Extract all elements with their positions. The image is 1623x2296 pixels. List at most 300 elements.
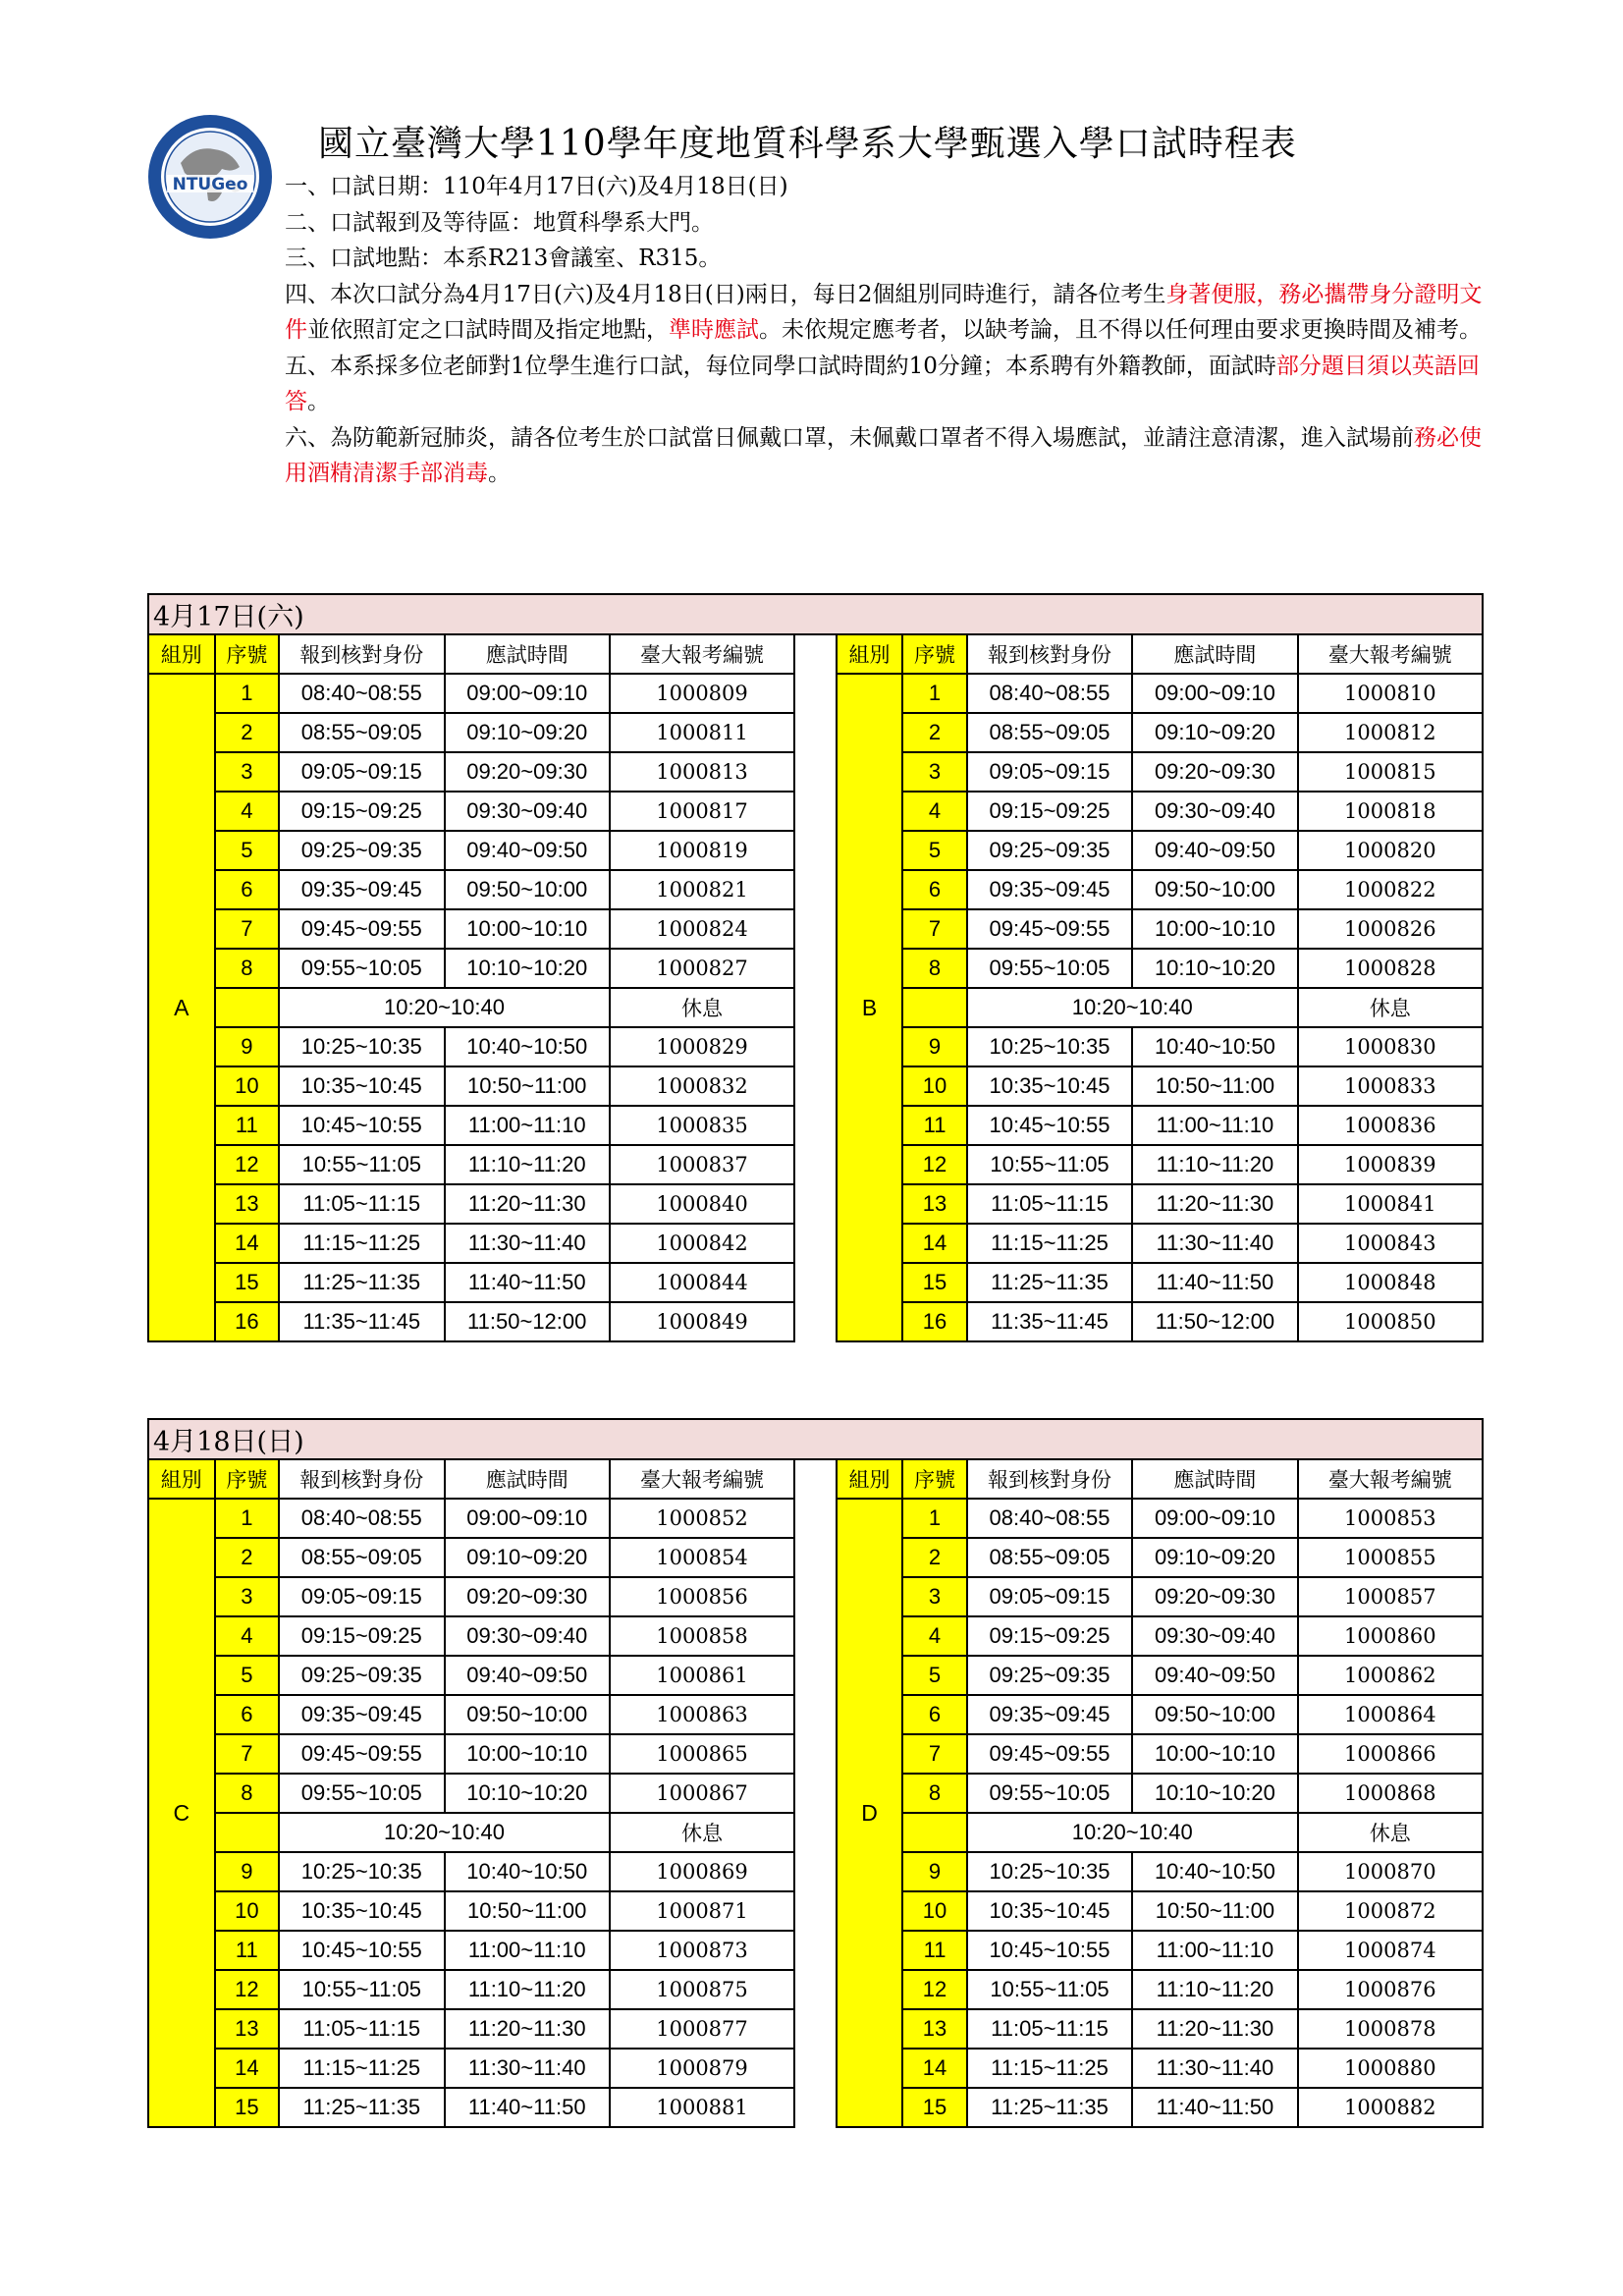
interview-time: 11:30~11:40 <box>445 1224 610 1263</box>
seq-number: 8 <box>902 949 967 988</box>
interview-time: 10:10~10:20 <box>1132 1774 1297 1813</box>
column-header: 報到核對身份 <box>279 1459 444 1499</box>
check-in-time: 08:40~08:55 <box>279 674 444 713</box>
column-header: 報到核對身份 <box>967 634 1132 674</box>
check-in-time: 09:15~09:25 <box>279 1616 444 1656</box>
column-header: 臺大報考編號 <box>1298 634 1483 674</box>
applicant-id: 1000830 <box>1298 1027 1483 1066</box>
interview-time: 09:40~09:50 <box>1132 831 1297 870</box>
seq-number: 11 <box>215 1106 280 1145</box>
notice-emphasis: 部分題目須以英語回答 <box>285 353 1480 414</box>
check-in-time: 09:35~09:45 <box>279 1695 444 1734</box>
column-header: 應試時間 <box>445 634 610 674</box>
notice-item <box>285 169 1488 205</box>
applicant-id: 1000877 <box>610 2009 794 2049</box>
check-in-time: 08:40~08:55 <box>967 1499 1132 1538</box>
applicant-id: 1000817 <box>610 792 794 831</box>
check-in-time: 11:05~11:15 <box>967 1184 1132 1224</box>
applicant-id: 1000879 <box>610 2049 794 2088</box>
seq-number: 15 <box>902 1263 967 1302</box>
check-in-time: 11:15~11:25 <box>967 1224 1132 1263</box>
notice-text: 並依照訂定之口試時間及指定地點， <box>307 317 669 343</box>
interview-time: 10:00~10:10 <box>1132 1734 1297 1774</box>
notice-emphasis: 務必使用酒精清潔手部消毒 <box>285 424 1482 486</box>
seq-number: 2 <box>902 1538 967 1577</box>
check-in-time: 11:15~11:25 <box>279 2049 444 2088</box>
interview-time: 11:20~11:30 <box>445 1184 610 1224</box>
applicant-id: 1000882 <box>1298 2088 1483 2127</box>
seq-number: 1 <box>902 674 967 713</box>
seq-number: 11 <box>902 1931 967 1970</box>
check-in-time: 09:15~09:25 <box>279 792 444 831</box>
check-in-time: 11:15~11:25 <box>967 2049 1132 2088</box>
interview-time: 09:00~09:10 <box>1132 1499 1297 1538</box>
column-header: 應試時間 <box>445 1459 610 1499</box>
notice-text: 三、口試地點：本系R213會議室、R315。 <box>285 246 722 271</box>
notice-text: 六、為防範新冠肺炎，請各位考生於口試當日佩戴口罩，未佩戴口罩者不得入場應試，並請注意清潔，進入試場前 <box>285 424 1414 451</box>
applicant-id: 1000855 <box>1298 1538 1483 1577</box>
interview-time: 09:10~09:20 <box>1132 1538 1297 1577</box>
interview-time: 09:10~09:20 <box>1132 713 1297 752</box>
check-in-time: 10:45~10:55 <box>279 1106 444 1145</box>
break-label: 休息 <box>610 988 794 1027</box>
seq-number: 10 <box>902 1066 967 1106</box>
break-time: 10:20~10:40 <box>279 988 610 1027</box>
break-seq <box>215 1813 280 1852</box>
notice-text: 一、口試日期：110年4月17日(六)及4月18日(日) <box>285 174 788 199</box>
interview-time: 11:30~11:40 <box>1132 1224 1297 1263</box>
seq-number: 15 <box>215 2088 280 2127</box>
column-header: 序號 <box>215 1459 280 1499</box>
column-header: 序號 <box>902 634 967 674</box>
check-in-time: 08:40~08:55 <box>967 674 1132 713</box>
interview-time: 11:10~11:20 <box>1132 1970 1297 2009</box>
interview-time: 09:50~10:00 <box>445 870 610 909</box>
applicant-id: 1000836 <box>1298 1106 1483 1145</box>
seq-number: 9 <box>902 1027 967 1066</box>
notice-list <box>285 169 1488 492</box>
check-in-time: 10:45~10:55 <box>279 1931 444 1970</box>
column-gap <box>794 1459 837 2127</box>
check-in-time: 11:25~11:35 <box>279 2088 444 2127</box>
column-header: 臺大報考編號 <box>610 1459 794 1499</box>
interview-time: 09:00~09:10 <box>1132 674 1297 713</box>
seq-number: 6 <box>902 1695 967 1734</box>
seq-number: 6 <box>902 870 967 909</box>
seq-number: 15 <box>902 2088 967 2127</box>
check-in-time: 11:05~11:15 <box>279 1184 444 1224</box>
check-in-time: 09:45~09:55 <box>279 909 444 949</box>
column-header: 序號 <box>902 1459 967 1499</box>
column-header: 應試時間 <box>1132 634 1297 674</box>
seq-number: 13 <box>215 2009 280 2049</box>
interview-time: 09:00~09:10 <box>445 674 610 713</box>
applicant-id: 1000854 <box>610 1538 794 1577</box>
seq-number: 12 <box>902 1145 967 1184</box>
applicant-id: 1000858 <box>610 1616 794 1656</box>
interview-time: 10:40~10:50 <box>1132 1852 1297 1891</box>
applicant-id: 1000874 <box>1298 1931 1483 1970</box>
applicant-id: 1000876 <box>1298 1970 1483 2009</box>
column-header: 臺大報考編號 <box>1298 1459 1483 1499</box>
date-heading: 4月18日(日) <box>148 1419 1483 1459</box>
interview-time: 11:10~11:20 <box>1132 1145 1297 1184</box>
check-in-time: 09:55~10:05 <box>279 1774 444 1813</box>
seq-number: 14 <box>902 2049 967 2088</box>
applicant-id: 1000833 <box>1298 1066 1483 1106</box>
seq-number: 14 <box>215 2049 280 2088</box>
applicant-id: 1000866 <box>1298 1734 1483 1774</box>
check-in-time: 11:05~11:15 <box>279 2009 444 2049</box>
seq-number: 4 <box>902 1616 967 1656</box>
check-in-time: 11:35~11:45 <box>967 1302 1132 1341</box>
applicant-id: 1000839 <box>1298 1145 1483 1184</box>
seq-number: 7 <box>902 1734 967 1774</box>
break-label: 休息 <box>1298 988 1483 1027</box>
interview-time: 10:40~10:50 <box>1132 1027 1297 1066</box>
check-in-time: 09:05~09:15 <box>279 752 444 792</box>
seq-number: 1 <box>215 674 280 713</box>
column-header: 報到核對身份 <box>967 1459 1132 1499</box>
check-in-time: 09:05~09:15 <box>967 1577 1132 1616</box>
check-in-time: 09:35~09:45 <box>967 1695 1132 1734</box>
seq-number: 6 <box>215 1695 280 1734</box>
seq-number: 4 <box>902 792 967 831</box>
interview-time: 09:20~09:30 <box>445 1577 610 1616</box>
check-in-time: 10:35~10:45 <box>967 1066 1132 1106</box>
column-header: 組別 <box>837 634 903 674</box>
interview-time: 11:30~11:40 <box>1132 2049 1297 2088</box>
check-in-time: 08:55~09:05 <box>967 713 1132 752</box>
seq-number: 3 <box>215 1577 280 1616</box>
check-in-time: 09:45~09:55 <box>967 1734 1132 1774</box>
seq-number: 1 <box>215 1499 280 1538</box>
applicant-id: 1000829 <box>610 1027 794 1066</box>
column-header: 應試時間 <box>1132 1459 1297 1499</box>
interview-time: 11:10~11:20 <box>445 1145 610 1184</box>
break-seq <box>902 1813 967 1852</box>
applicant-id: 1000832 <box>610 1066 794 1106</box>
seq-number: 12 <box>215 1145 280 1184</box>
check-in-time: 10:55~11:05 <box>279 1970 444 2009</box>
seq-number: 8 <box>902 1774 967 1813</box>
notice-text: 。 <box>307 389 330 414</box>
interview-time: 11:00~11:10 <box>445 1931 610 1970</box>
applicant-id: 1000867 <box>610 1774 794 1813</box>
check-in-time: 09:25~09:35 <box>279 831 444 870</box>
seq-number: 2 <box>215 1538 280 1577</box>
notice-item <box>285 420 1488 492</box>
seq-number: 5 <box>902 831 967 870</box>
check-in-time: 10:25~10:35 <box>967 1852 1132 1891</box>
interview-time: 11:20~11:30 <box>445 2009 610 2049</box>
seq-number: 13 <box>902 2009 967 2049</box>
break-label: 休息 <box>1298 1813 1483 1852</box>
interview-time: 11:40~11:50 <box>445 1263 610 1302</box>
break-seq <box>215 988 280 1027</box>
applicant-id: 1000881 <box>610 2088 794 2127</box>
seq-number: 16 <box>215 1302 280 1341</box>
interview-time: 09:00~09:10 <box>445 1499 610 1538</box>
ntugeo-logo <box>145 112 275 242</box>
applicant-id: 1000815 <box>1298 752 1483 792</box>
interview-time: 10:50~11:00 <box>445 1066 610 1106</box>
interview-time: 09:50~10:00 <box>1132 1695 1297 1734</box>
interview-time: 10:10~10:20 <box>1132 949 1297 988</box>
applicant-id: 1000856 <box>610 1577 794 1616</box>
seq-number: 1 <box>902 1499 967 1538</box>
interview-time: 11:00~11:10 <box>1132 1106 1297 1145</box>
interview-time: 10:10~10:20 <box>445 1774 610 1813</box>
interview-time: 10:50~11:00 <box>445 1891 610 1931</box>
interview-time: 09:40~09:50 <box>1132 1656 1297 1695</box>
seq-number: 12 <box>902 1970 967 2009</box>
applicant-id: 1000818 <box>1298 792 1483 831</box>
applicant-id: 1000819 <box>610 831 794 870</box>
check-in-time: 09:05~09:15 <box>967 752 1132 792</box>
check-in-time: 10:35~10:45 <box>279 1891 444 1931</box>
notice-item <box>285 205 1488 242</box>
notice-emphasis: 準時應試 <box>669 317 759 343</box>
interview-time: 11:20~11:30 <box>1132 1184 1297 1224</box>
applicant-id: 1000857 <box>1298 1577 1483 1616</box>
applicant-id: 1000822 <box>1298 870 1483 909</box>
seq-number: 9 <box>215 1852 280 1891</box>
applicant-id: 1000837 <box>610 1145 794 1184</box>
applicant-id: 1000827 <box>610 949 794 988</box>
applicant-id: 1000871 <box>610 1891 794 1931</box>
check-in-time: 11:25~11:35 <box>279 1263 444 1302</box>
applicant-id: 1000820 <box>1298 831 1483 870</box>
check-in-time: 10:55~11:05 <box>967 1970 1132 2009</box>
seq-number: 16 <box>902 1302 967 1341</box>
check-in-time: 09:25~09:35 <box>967 831 1132 870</box>
column-header: 臺大報考編號 <box>610 634 794 674</box>
notice-text: 。 <box>488 461 511 486</box>
interview-time: 09:20~09:30 <box>1132 1577 1297 1616</box>
seq-number: 13 <box>902 1184 967 1224</box>
column-header: 序號 <box>215 634 280 674</box>
notice-text: 四、本次口試分為4月17日(六)及4月18日(日)兩日，每日2個組別同時進行，請各位考生 <box>285 281 1166 307</box>
break-time: 10:20~10:40 <box>967 1813 1298 1852</box>
seq-number: 13 <box>215 1184 280 1224</box>
seq-number: 6 <box>215 870 280 909</box>
notice-item <box>285 277 1488 349</box>
check-in-time: 08:55~09:05 <box>279 713 444 752</box>
seq-number: 12 <box>215 1970 280 2009</box>
applicant-id: 1000870 <box>1298 1852 1483 1891</box>
check-in-time: 09:55~10:05 <box>967 949 1132 988</box>
seq-number: 14 <box>902 1224 967 1263</box>
interview-time: 11:30~11:40 <box>445 2049 610 2088</box>
interview-time: 09:30~09:40 <box>1132 792 1297 831</box>
applicant-id: 1000862 <box>1298 1656 1483 1695</box>
interview-time: 10:50~11:00 <box>1132 1891 1297 1931</box>
seq-number: 5 <box>215 1656 280 1695</box>
seq-number: 4 <box>215 792 280 831</box>
interview-time: 10:00~10:10 <box>1132 909 1297 949</box>
seq-number: 2 <box>902 713 967 752</box>
applicant-id: 1000872 <box>1298 1891 1483 1931</box>
applicant-id: 1000853 <box>1298 1499 1483 1538</box>
notice-text: 。未依規定應考者，以缺考論，且不得以任何理由要求更換時間及補考。 <box>759 317 1482 343</box>
seq-number: 10 <box>902 1891 967 1931</box>
group-label: A <box>148 674 215 1341</box>
column-gap <box>794 634 837 1341</box>
interview-time: 09:50~10:00 <box>445 1695 610 1734</box>
check-in-time: 08:40~08:55 <box>279 1499 444 1538</box>
notice-item <box>285 241 1488 277</box>
interview-time: 11:00~11:10 <box>1132 1931 1297 1970</box>
applicant-id: 1000810 <box>1298 674 1483 713</box>
interview-time: 11:10~11:20 <box>445 1970 610 2009</box>
check-in-time: 11:15~11:25 <box>279 1224 444 1263</box>
interview-time: 10:40~10:50 <box>445 1027 610 1066</box>
interview-time: 09:50~10:00 <box>1132 870 1297 909</box>
page-title: 國立臺灣大學110學年度地質科學系大學甄選入學口試時程表 <box>318 124 1297 164</box>
check-in-time: 09:15~09:25 <box>967 792 1132 831</box>
interview-time: 10:00~10:10 <box>445 1734 610 1774</box>
check-in-time: 10:25~10:35 <box>279 1027 444 1066</box>
seq-number: 8 <box>215 949 280 988</box>
seq-number: 3 <box>215 752 280 792</box>
check-in-time: 08:55~09:05 <box>279 1538 444 1577</box>
check-in-time: 09:25~09:35 <box>967 1656 1132 1695</box>
interview-time: 09:30~09:40 <box>445 792 610 831</box>
interview-time: 11:20~11:30 <box>1132 2009 1297 2049</box>
check-in-time: 10:55~11:05 <box>967 1145 1132 1184</box>
check-in-time: 09:35~09:45 <box>279 870 444 909</box>
interview-time: 09:40~09:50 <box>445 1656 610 1695</box>
interview-time: 09:10~09:20 <box>445 713 610 752</box>
column-header: 組別 <box>148 1459 215 1499</box>
interview-time: 11:50~12:00 <box>1132 1302 1297 1341</box>
applicant-id: 1000873 <box>610 1931 794 1970</box>
column-header: 報到核對身份 <box>279 634 444 674</box>
applicant-id: 1000824 <box>610 909 794 949</box>
applicant-id: 1000860 <box>1298 1616 1483 1656</box>
applicant-id: 1000813 <box>610 752 794 792</box>
interview-time: 09:10~09:20 <box>445 1538 610 1577</box>
check-in-time: 09:55~10:05 <box>967 1774 1132 1813</box>
check-in-time: 11:35~11:45 <box>279 1302 444 1341</box>
applicant-id: 1000865 <box>610 1734 794 1774</box>
seq-number: 9 <box>215 1027 280 1066</box>
seq-number: 4 <box>215 1616 280 1656</box>
applicant-id: 1000843 <box>1298 1224 1483 1263</box>
check-in-time: 10:25~10:35 <box>279 1852 444 1891</box>
group-label: D <box>837 1499 903 2127</box>
check-in-time: 09:05~09:15 <box>279 1577 444 1616</box>
schedule-day-1 <box>147 593 1484 1342</box>
logo-text: NTUGeo <box>172 175 248 194</box>
interview-time: 10:00~10:10 <box>445 909 610 949</box>
interview-time: 10:40~10:50 <box>445 1852 610 1891</box>
applicant-id: 1000844 <box>610 1263 794 1302</box>
seq-number: 10 <box>215 1891 280 1931</box>
check-in-time: 10:45~10:55 <box>967 1106 1132 1145</box>
check-in-time: 10:25~10:35 <box>967 1027 1132 1066</box>
interview-time: 10:10~10:20 <box>445 949 610 988</box>
break-time: 10:20~10:40 <box>967 988 1298 1027</box>
applicant-id: 1000812 <box>1298 713 1483 752</box>
applicant-id: 1000842 <box>610 1224 794 1263</box>
interview-time: 11:40~11:50 <box>445 2088 610 2127</box>
notice-emphasis: 身著便服，務必攜帶身分證明文件 <box>285 281 1483 343</box>
check-in-time: 10:45~10:55 <box>967 1931 1132 1970</box>
schedule-day-2 <box>147 1418 1484 2128</box>
applicant-id: 1000835 <box>610 1106 794 1145</box>
seq-number: 7 <box>215 1734 280 1774</box>
check-in-time: 09:45~09:55 <box>279 1734 444 1774</box>
check-in-time: 09:15~09:25 <box>967 1616 1132 1656</box>
column-header: 組別 <box>148 634 215 674</box>
check-in-time: 10:35~10:45 <box>967 1891 1132 1931</box>
check-in-time: 09:45~09:55 <box>967 909 1132 949</box>
interview-time: 10:50~11:00 <box>1132 1066 1297 1106</box>
applicant-id: 1000821 <box>610 870 794 909</box>
seq-number: 5 <box>215 831 280 870</box>
seq-number: 8 <box>215 1774 280 1813</box>
break-seq <box>902 988 967 1027</box>
interview-time: 11:00~11:10 <box>445 1106 610 1145</box>
seq-number: 11 <box>215 1931 280 1970</box>
applicant-id: 1000848 <box>1298 1263 1483 1302</box>
applicant-id: 1000880 <box>1298 2049 1483 2088</box>
notice-text: 二、口試報到及等待區：地質科學系大門。 <box>285 209 714 236</box>
seq-number: 15 <box>215 1263 280 1302</box>
check-in-time: 08:55~09:05 <box>967 1538 1132 1577</box>
applicant-id: 1000863 <box>610 1695 794 1734</box>
applicant-id: 1000869 <box>610 1852 794 1891</box>
applicant-id: 1000878 <box>1298 2009 1483 2049</box>
applicant-id: 1000850 <box>1298 1302 1483 1341</box>
seq-number: 11 <box>902 1106 967 1145</box>
seq-number: 10 <box>215 1066 280 1106</box>
seq-number: 3 <box>902 752 967 792</box>
interview-time: 11:40~11:50 <box>1132 1263 1297 1302</box>
interview-time: 09:20~09:30 <box>1132 752 1297 792</box>
applicant-id: 1000868 <box>1298 1774 1483 1813</box>
applicant-id: 1000828 <box>1298 949 1483 988</box>
seq-number: 7 <box>215 909 280 949</box>
seq-number: 9 <box>902 1852 967 1891</box>
break-label: 休息 <box>610 1813 794 1852</box>
interview-time: 09:20~09:30 <box>445 752 610 792</box>
applicant-id: 1000809 <box>610 674 794 713</box>
check-in-time: 09:25~09:35 <box>279 1656 444 1695</box>
applicant-id: 1000849 <box>610 1302 794 1341</box>
check-in-time: 11:25~11:35 <box>967 2088 1132 2127</box>
applicant-id: 1000852 <box>610 1499 794 1538</box>
interview-time: 11:50~12:00 <box>445 1302 610 1341</box>
applicant-id: 1000841 <box>1298 1184 1483 1224</box>
notice-item <box>285 349 1488 420</box>
interview-time: 09:30~09:40 <box>445 1616 610 1656</box>
check-in-time: 09:55~10:05 <box>279 949 444 988</box>
seq-number: 7 <box>902 909 967 949</box>
interview-time: 11:40~11:50 <box>1132 2088 1297 2127</box>
interview-time: 09:40~09:50 <box>445 831 610 870</box>
check-in-time: 10:55~11:05 <box>279 1145 444 1184</box>
seq-number: 2 <box>215 713 280 752</box>
seq-number: 14 <box>215 1224 280 1263</box>
applicant-id: 1000826 <box>1298 909 1483 949</box>
break-time: 10:20~10:40 <box>279 1813 610 1852</box>
check-in-time: 11:25~11:35 <box>967 1263 1132 1302</box>
interview-time: 09:30~09:40 <box>1132 1616 1297 1656</box>
seq-number: 3 <box>902 1577 967 1616</box>
